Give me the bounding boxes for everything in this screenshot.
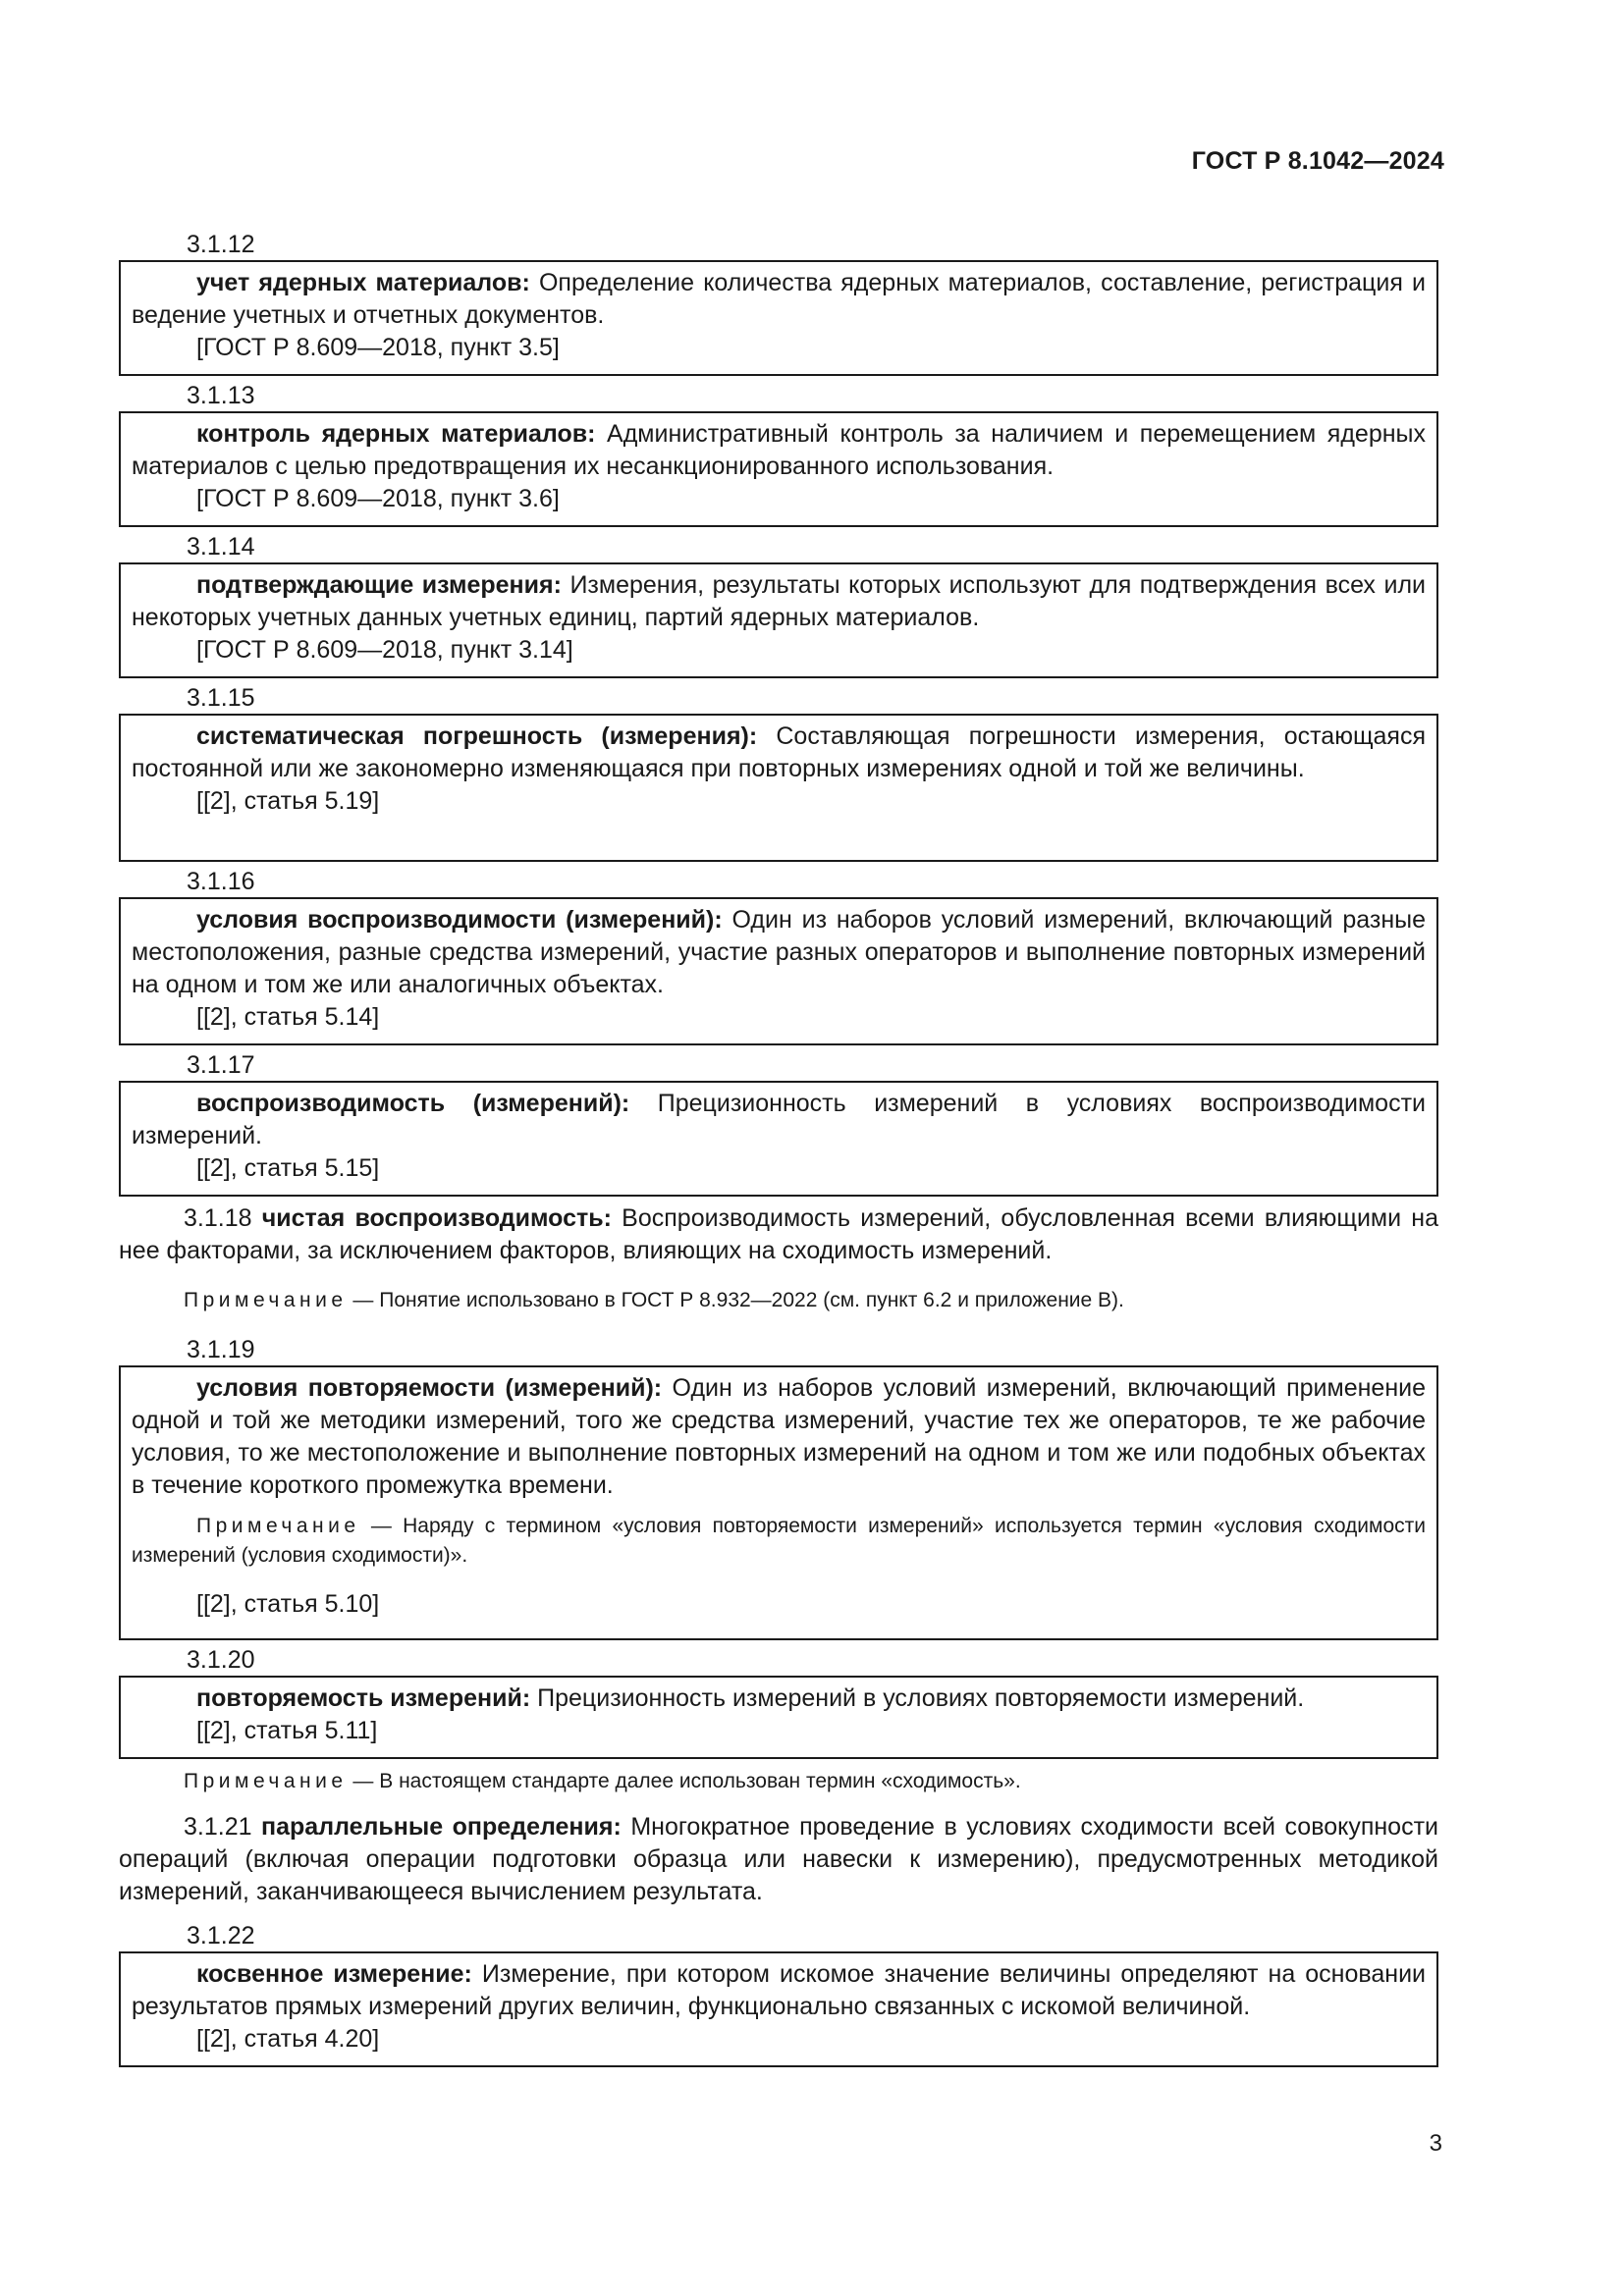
term-box bbox=[119, 1365, 1438, 1640]
note-label: Примечание bbox=[184, 1770, 348, 1792]
definition-text: Составляющая погрешности измерения, остающаяся постоянной или же закономерно изменяющаяся при повторных измерениях одной и той же величины. bbox=[132, 722, 1426, 782]
term: чистая воспроизводимость: bbox=[261, 1204, 612, 1232]
definition-text: Воспроизводимость измерений, обусловленная всеми влияющими на нее факторами, за исключением факторов, влияющих на сходимость измерений. bbox=[119, 1204, 1438, 1264]
definition bbox=[132, 418, 1426, 483]
entry-number: 3.1.21 bbox=[184, 1813, 252, 1841]
source-ref: [ГОСТ Р 8.609—2018, пункт 3.5] bbox=[196, 334, 560, 361]
source-ref: [[2], статья 4.20] bbox=[196, 2025, 380, 2053]
definition-text: Административный контроль за наличием и перемещением ядерных материалов с целью предотвращения их несанкционированного использования. bbox=[132, 420, 1426, 480]
definition bbox=[119, 1811, 1438, 1908]
source-ref: [ГОСТ Р 8.609—2018, пункт 3.6] bbox=[196, 485, 560, 512]
source-ref: [[2], статья 5.11] bbox=[196, 1717, 378, 1744]
entry-number: 3.1.19 bbox=[187, 1336, 255, 1363]
definition bbox=[132, 1372, 1426, 1502]
note bbox=[184, 1286, 1124, 1315]
term: воспроизводимость (измерений): bbox=[196, 1090, 630, 1117]
note-text: — Наряду с термином «условия повторяемости измерений» используется термин «условия сходимости измерений (условия сходимости)». bbox=[132, 1515, 1426, 1567]
term: контроль ядерных материалов: bbox=[196, 420, 596, 448]
term: повторяемость измерений: bbox=[196, 1684, 531, 1712]
definition bbox=[132, 721, 1426, 785]
term-box bbox=[119, 260, 1438, 376]
note-label: Примечание bbox=[184, 1289, 348, 1311]
note-label: Примечание bbox=[196, 1515, 360, 1537]
definition bbox=[132, 569, 1426, 634]
term-paragraph bbox=[119, 1811, 1438, 1908]
definition-text: Измерение, при котором искомое значение величины определяют на основании результатов прямых измерений других величин, функционально связанных с искомой величиной. bbox=[132, 1960, 1427, 2020]
definition-text: Один из наборов условий измерений, включающий применение одной и той же методики измерений, того же средства измерений, участие тех же операторов, те же рабочие условия, то же местоположение и выполнение повторных измерений на одном и том же или подобных объектах в течение короткого промежутка времени. bbox=[132, 1374, 1426, 1499]
definition bbox=[132, 904, 1426, 1001]
definition-text: Измерения, результаты которых используют для подтверждения всех или некоторых учетных данных учетных единиц, партий ядерных материалов. bbox=[132, 571, 1426, 631]
entry-number: 3.1.15 bbox=[187, 684, 255, 712]
entry-number: 3.1.14 bbox=[187, 533, 255, 561]
page-number: 3 bbox=[1429, 2130, 1442, 2157]
term-box bbox=[119, 411, 1438, 527]
document-header: ГОСТ Р 8.1042—2024 bbox=[1191, 147, 1444, 175]
term-box bbox=[119, 897, 1438, 1045]
entry-number: 3.1.13 bbox=[187, 382, 255, 409]
entry-number: 3.1.12 bbox=[187, 231, 255, 258]
term: параллельные определения: bbox=[261, 1813, 622, 1841]
entry-number: 3.1.18 bbox=[184, 1204, 252, 1232]
source-ref: [[2], статья 5.15] bbox=[196, 1154, 380, 1182]
note-text: — Понятие использовано в ГОСТ Р 8.932—2022 (см. пункт 6.2 и приложение В). bbox=[347, 1289, 1124, 1311]
note-text: — В настоящем стандарте далее использован термин «сходимость». bbox=[347, 1770, 1021, 1792]
term-box bbox=[119, 1676, 1438, 1759]
definition bbox=[132, 1088, 1426, 1152]
term: условия повторяемости (измерений): bbox=[196, 1374, 663, 1402]
source-ref: [[2], статья 5.19] bbox=[196, 787, 380, 815]
term-paragraph bbox=[119, 1202, 1438, 1267]
source-ref: [[2], статья 5.14] bbox=[196, 1003, 380, 1031]
definition-text: Определение количества ядерных материалов, составление, регистрация и ведение учетных и отчетных документов. bbox=[132, 269, 1426, 329]
definition-text: Прецизионность измерений в условиях воспроизводимости измерений. bbox=[132, 1090, 1426, 1149]
note bbox=[132, 1512, 1426, 1571]
term-box bbox=[119, 1081, 1438, 1197]
source-ref: [[2], статья 5.10] bbox=[196, 1590, 380, 1618]
entry-number: 3.1.22 bbox=[187, 1922, 255, 1949]
term: учет ядерных материалов: bbox=[196, 269, 530, 296]
definition bbox=[132, 267, 1426, 332]
note bbox=[184, 1767, 1021, 1796]
term: систематическая погрешность (измерения): bbox=[196, 722, 758, 750]
term: подтверждающие измерения: bbox=[196, 571, 562, 599]
definition-text: Прецизионность измерений в условиях повторяемости измерений. bbox=[530, 1684, 1305, 1712]
term-box bbox=[119, 562, 1438, 678]
term: условия воспроизводимости (измерений): bbox=[196, 906, 723, 934]
definition-text: Один из наборов условий измерений, включающий разные местоположения, разные средства измерений, участие разных операторов и выполнение повторных измерений на одном и том же или аналогичных объектах. bbox=[132, 906, 1426, 998]
entry-number: 3.1.16 bbox=[187, 868, 255, 895]
entry-number: 3.1.20 bbox=[187, 1646, 255, 1674]
definition-text: Многократное проведение в условиях сходимости всей совокупности операций (включая операции подготовки образца или навески к измерению), предусмотренных методикой измерений, заканчивающееся вычислением результата. bbox=[119, 1813, 1438, 1905]
term: косвенное измерение: bbox=[196, 1960, 472, 1988]
definition bbox=[119, 1202, 1438, 1267]
entry-number: 3.1.17 bbox=[187, 1051, 255, 1079]
definition bbox=[132, 1682, 1426, 1715]
definition bbox=[132, 1958, 1426, 2023]
term-box bbox=[119, 714, 1438, 862]
term-box bbox=[119, 1951, 1438, 2067]
source-ref: [ГОСТ Р 8.609—2018, пункт 3.14] bbox=[196, 636, 573, 664]
